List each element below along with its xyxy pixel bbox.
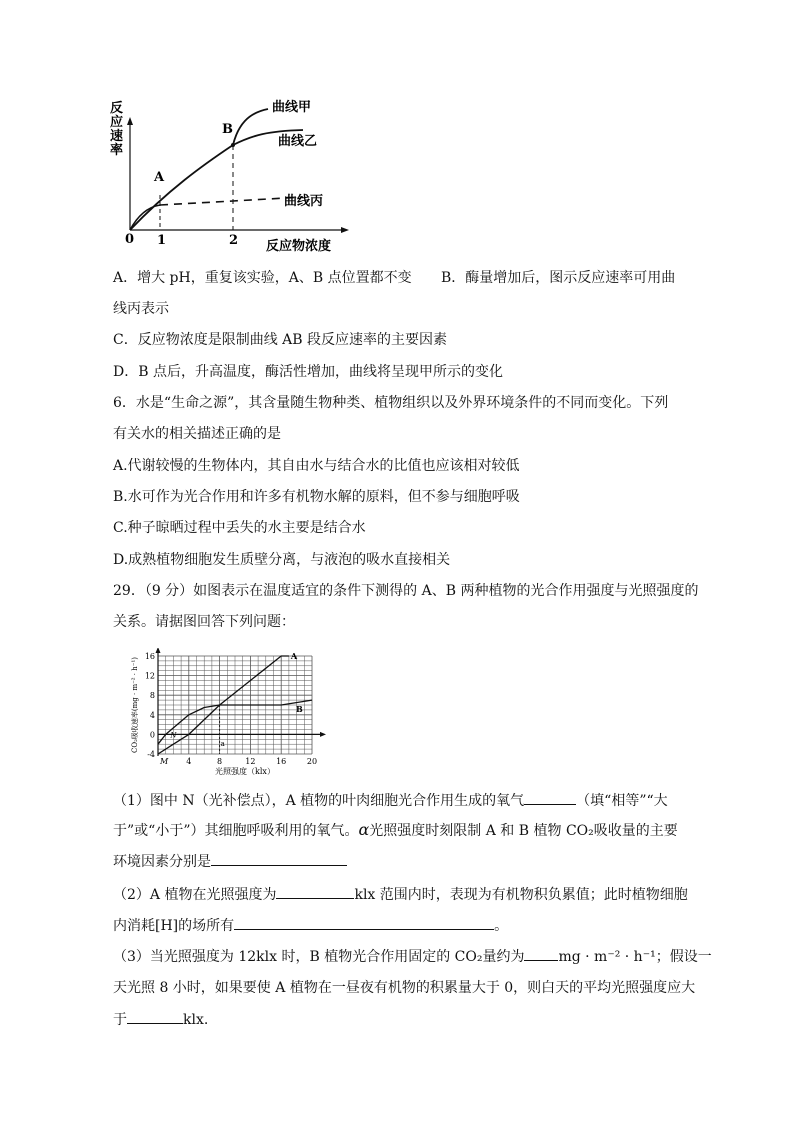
origin-label: 0: [125, 232, 135, 247]
y-tick-label: 4: [149, 710, 155, 720]
y-axis-label-2: 应: [110, 115, 124, 130]
chart-y-axis-label: CO₂吸收速率(mg · m⁻² · h⁻¹): [131, 657, 139, 753]
answer-blank-5[interactable]: [524, 946, 558, 961]
q29-part1-line1: [113, 790, 668, 811]
q5-option-b-line2: 线丙表示: [113, 301, 169, 317]
x-axis-label: 反应物浓度: [266, 239, 332, 254]
y-tick-label: 16: [144, 652, 155, 661]
q6-stem-line2: 有关水的相关描述正确的是: [113, 426, 281, 442]
q6-option-c: C.种子晾晒过程中丢失的水主要是结合水: [113, 520, 366, 536]
x-tick-label: 8: [217, 757, 223, 766]
q29-part1-text-b: （填“相等”“大: [576, 793, 668, 809]
series-label-a: A: [290, 651, 298, 661]
q29-part3-text-b: mg · m⁻² · h⁻¹；假设一: [558, 949, 712, 965]
figure-photosynthesis-chart: [128, 648, 343, 778]
point-b-dot: [231, 143, 235, 147]
q29-part2-text-d: 。: [494, 918, 509, 934]
curve-bing-dashed: [160, 197, 303, 205]
series-label-b: B: [296, 704, 303, 715]
q29-part2-line2: [113, 915, 508, 936]
q5-option-c: C．反应物浓度是限制曲线 AB 段反应速率的主要因素: [113, 332, 448, 348]
q29-stem-line1: 29．（9 分）如图表示在温度适宜的条件下测得的 A、B 两种植物的光合作用强度与光照强度的: [113, 583, 699, 599]
y-axis-label-1: 反: [110, 101, 124, 116]
q29-part3-line3: [113, 1009, 208, 1030]
q5-option-d: D．B 点后，升高温度，酶活性增加，曲线将呈现甲所示的变化: [113, 364, 503, 380]
q29-part1-text-e: 环境因素分别是: [113, 854, 211, 870]
q29-part3-text-e: klx.: [183, 1012, 209, 1028]
q6-stem-line1: 6．水是“生命之源”，其含量随生物种类、植物组织以及外界环境条件的不同而变化。下列: [113, 395, 669, 411]
q5-option-b-line1: B．酶量增加后，图示反应速率可用曲: [441, 270, 676, 286]
y-axis-arrow: [127, 117, 133, 125]
answer-blank-4[interactable]: [234, 915, 494, 930]
q29-part2-text-c: 内消耗[H]的场所有: [113, 918, 235, 934]
x-axis-arrow: [341, 227, 349, 233]
q29-stem-line2: 关系。请据图回答下列问题：: [113, 614, 295, 630]
q6-option-d: D.成熟植物细胞发生质壁分离，与液泡的吸水直接相关: [113, 552, 451, 568]
point-a-label: A: [154, 170, 165, 185]
y-axis-label-3: 速: [110, 129, 124, 144]
x-tick-label: 4: [186, 757, 192, 766]
chart-x-axis-label: 光照强度（klx）: [215, 767, 275, 776]
alpha-symbol: α: [358, 820, 370, 839]
n-mark-label: N: [170, 731, 177, 740]
curve-jia: [233, 109, 268, 145]
curve-yi-label: 曲线乙: [278, 134, 318, 149]
x-tick-label: 20: [306, 757, 318, 766]
y-tick-label: -4: [147, 750, 155, 759]
x-tick-label: 16: [276, 757, 287, 766]
y-tick-label: 12: [144, 671, 155, 681]
answer-blank-2[interactable]: [211, 851, 347, 866]
q29-part3-line2: 天光照 8 小时，如果要使 A 植物在一昼夜有机物的积累量大于 0，则白天的平均光照强度应大: [113, 980, 696, 996]
q6-option-b: B.水可作为光合作用和许多有机物水解的原料，但不参与细胞呼吸: [113, 489, 520, 505]
q29-part3-line1: [113, 946, 712, 967]
m-mark-label: M: [160, 757, 169, 766]
point-b-label: B: [222, 122, 233, 137]
answer-blank-3[interactable]: [276, 884, 354, 899]
y-tick-label: 8: [149, 691, 155, 701]
a-mark-label: a: [220, 740, 225, 749]
q29-part1-text-c: 于”或“小于”）其细胞呼吸利用的氧气。: [113, 823, 359, 839]
q6-option-a: A.代谢较慢的生物体内，其自由水与结合水的比值也应该相对较低: [113, 458, 520, 474]
answer-blank-1[interactable]: [524, 790, 576, 805]
q29-part3-text-d: 于: [113, 1012, 127, 1028]
x-tick-label: 12: [245, 757, 256, 766]
q29-part1-text-a: （1）图中 N（光补偿点），A 植物的叶肉细胞光合作用生成的氧气: [113, 793, 525, 809]
x-tick-2: 2: [229, 233, 239, 248]
chart-y-axis-arrow: [156, 648, 161, 653]
y-tick-label: 0: [149, 730, 155, 740]
curve-bing-label: 曲线丙: [284, 194, 324, 209]
figure-reaction-rate: [108, 95, 368, 260]
y-axis-label-4: 率: [110, 143, 124, 158]
chart-x-axis-arrow: [320, 732, 326, 737]
q29-part2-text-a: （2）A 植物在光照强度为: [113, 887, 277, 903]
q29-part3-text-a: （3）当光照强度为 12klx 时，B 植物光合作用固定的 CO₂量约为: [113, 949, 525, 965]
q29-part2-text-b: klx 范围内时，表现为有机物积负累值；此时植物细胞: [354, 887, 688, 903]
q29-part1-text-d: 光照强度时刻限制 A 和 B 植物 CO₂吸收量的主要: [369, 823, 678, 839]
q29-part2-line1: [113, 884, 688, 905]
answer-blank-6[interactable]: [127, 1009, 183, 1024]
x-tick-1: 1: [157, 233, 167, 248]
q29-part1-line2: [113, 820, 678, 841]
curve-jia-label: 曲线甲: [272, 100, 312, 115]
q29-part1-line3: [113, 851, 347, 872]
q5-option-a: A．增大 pH，重复该实验，A、B 点位置都不变: [113, 270, 412, 286]
